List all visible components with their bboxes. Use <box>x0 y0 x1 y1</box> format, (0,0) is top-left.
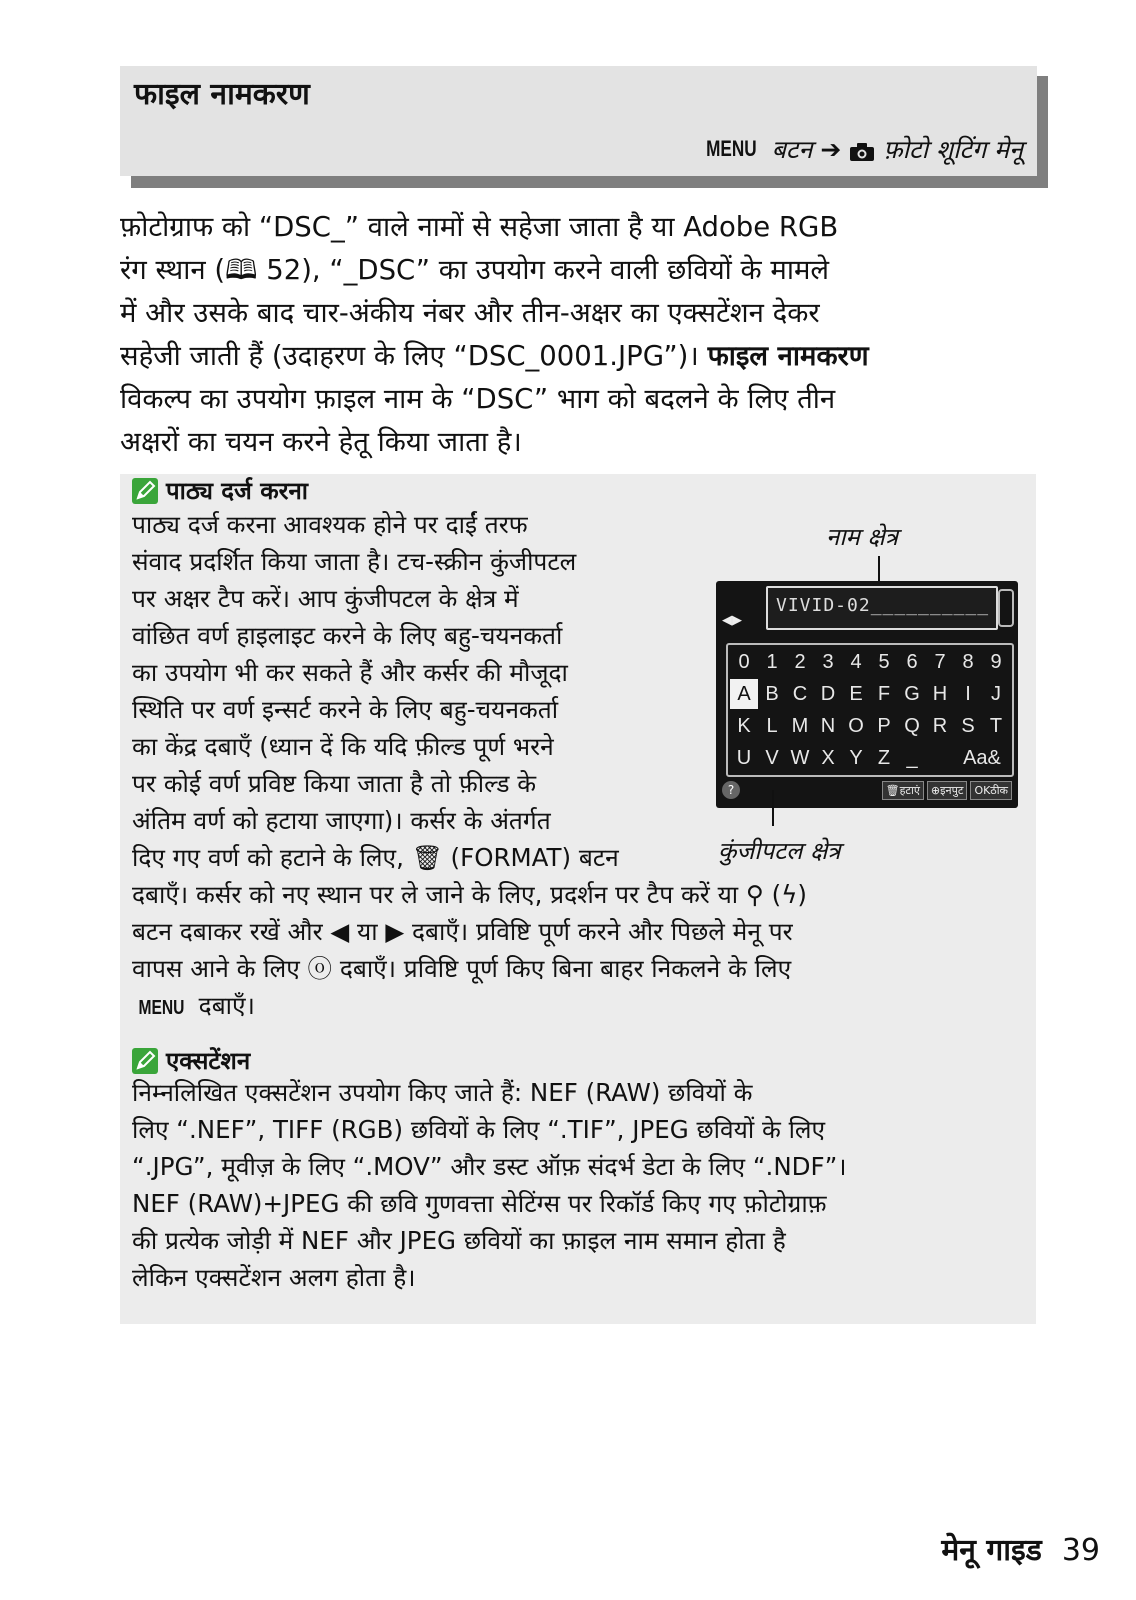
keyboard-row <box>730 743 1010 773</box>
note-line: वांछित वर्ण हाइलाइट करने के लिए बहु-चयनकर्ता <box>132 621 563 650</box>
key[interactable]: 3 <box>822 650 834 673</box>
key[interactable]: F <box>877 682 891 705</box>
keyboard-row <box>730 711 1010 741</box>
key[interactable]: 7 <box>934 650 946 673</box>
key[interactable]: L <box>766 714 778 737</box>
dialog-footer <box>716 777 1018 805</box>
note-line: का उपयोग भी कर सकते हैं और कर्सर की मौजूदा <box>132 658 568 687</box>
key[interactable]: P <box>877 714 891 737</box>
key[interactable]: O <box>848 714 864 737</box>
footer-section: मेनू गाइड <box>941 1533 1042 1568</box>
intro-line-text: सहेजी जाती हैं (उदाहरण के लिए “DSC_0001.JPG”)। <box>120 340 699 372</box>
key[interactable]: G <box>904 682 920 705</box>
note-line: की प्रत्येक जोड़ी में NEF और JPEG छवियों का फ़ाइल नाम समान होता है <box>132 1226 786 1255</box>
page-title: फाइल नामकरण <box>134 77 310 112</box>
arrow-icon: ➔ <box>820 134 842 164</box>
key[interactable]: 4 <box>850 650 862 673</box>
intro-line: रंग स्थान (🕮 52), “_DSC” का उपयोग करने वाली छवियों के मामले <box>120 254 830 286</box>
text-entry-dialog <box>716 581 1018 808</box>
note-line: स्थिति पर वर्ण इन्सर्ट करने के लिए बहु-चयनकर्ता <box>132 695 559 724</box>
note-line: दिए गए वर्ण को हटाने के लिए, 🗑 (FORMAT) बटन <box>132 843 619 872</box>
cursor-controls: ◀▶ <box>722 613 742 628</box>
key[interactable]: _ <box>906 746 918 769</box>
note-line: लेकिन एक्सटेंशन अलग होता है। <box>132 1263 416 1292</box>
intro-line: अक्षरों का चयन करने हेतू किया जाता है। <box>120 426 522 458</box>
key[interactable]: R <box>932 714 948 737</box>
intro-line: में और उसके बाद चार-अंकीय नंबर और तीन-अक्षर का एक्सटेंशन देकर <box>120 297 820 329</box>
page-number: 39 <box>1061 1533 1100 1568</box>
note-line: बटन दबाकर रखें और ◀ या ▶ दबाएँ। प्रविष्टि पूर्ण करने और पिछले मेनू पर <box>132 917 793 946</box>
key[interactable]: 0 <box>738 650 750 673</box>
note-title-label: एक्सटेंशन <box>166 1047 251 1075</box>
key[interactable]: T <box>989 714 1003 737</box>
key-case-toggle[interactable]: Aa& <box>963 746 1001 769</box>
key[interactable]: E <box>849 682 863 705</box>
ok-chip: OKठीक <box>970 781 1012 800</box>
keyboard-area <box>726 643 1014 777</box>
menu-keyword: MENU <box>705 136 757 161</box>
keyboard-row <box>730 647 1010 677</box>
key[interactable]: 2 <box>794 650 806 673</box>
menu-path <box>699 132 1023 166</box>
note-line: संवाद प्रदर्शित किया जाता है। टच-स्क्रीन कुंजीपटल <box>132 547 577 576</box>
pencil-icon <box>132 478 158 504</box>
scroll-indicator <box>998 589 1014 627</box>
note-line: पाठ्य दर्ज करना आवश्यक होने पर दाईं तरफ <box>132 510 528 539</box>
keyboard-row <box>730 679 1010 709</box>
key[interactable]: C <box>792 682 808 705</box>
name-field-value: VIVID-02__________ <box>776 595 990 616</box>
input-chip: ⊕इनपुट <box>927 781 968 800</box>
key[interactable]: U <box>736 746 752 769</box>
key[interactable]: M <box>791 714 809 737</box>
page-footer <box>941 1528 1100 1569</box>
note-line: का केंद्र दबाएँ (ध्यान दें कि यदि फ़ील्ड पूर्ण भरने <box>132 732 554 761</box>
note-line: NEF (RAW)+JPEG की छवि गुणवत्ता सेटिंग्स पर रिकॉर्ड किए गए फ़ोटोग्राफ़ <box>132 1189 827 1218</box>
callout-line-keyboard-area <box>772 790 774 826</box>
key-selected[interactable]: A <box>730 679 758 709</box>
key[interactable]: 1 <box>766 650 778 673</box>
key[interactable]: J <box>991 682 1001 705</box>
intro-line: फ़ोटोग्राफ को “DSC_” वाले नामों से सहेजा जाता है या Adobe RGB <box>120 211 839 243</box>
key[interactable]: Y <box>849 746 863 769</box>
key[interactable]: K <box>737 714 751 737</box>
caption-keyboard-area: कुंजीपटल क्षेत्र <box>718 837 841 865</box>
key[interactable]: Z <box>877 746 891 769</box>
intro-line <box>120 335 1040 378</box>
key[interactable]: 5 <box>878 650 890 673</box>
help-icon: ? <box>722 781 740 799</box>
note-line-text: दबाएँ। <box>190 991 255 1020</box>
intro-paragraph <box>120 206 1040 464</box>
note-line: लिए “.NEF”, TIFF (RGB) छवियों के लिए “.TIF”, JPEG छवियों के लिए <box>132 1115 826 1144</box>
intro-bold-term: फाइल नामकरण <box>707 340 869 372</box>
note-title-text-entry <box>132 474 308 507</box>
key[interactable]: H <box>932 682 948 705</box>
note-line: पर कोई वर्ण प्रविष्ट किया जाता है तो फ़ील्ड के <box>132 769 537 798</box>
caption-name-field: नाम क्षेत्र <box>826 523 898 551</box>
key[interactable]: B <box>765 682 779 705</box>
key[interactable]: I <box>965 682 971 705</box>
key[interactable]: 6 <box>906 650 918 673</box>
pencil-icon <box>132 1048 158 1074</box>
note-title-label: पाठ्य दर्ज करना <box>166 477 308 505</box>
note-line: दबाएँ। कर्सर को नए स्थान पर ले जाने के लिए, प्रदर्शन पर टैप करें या ⚲ (ϟ) <box>132 880 807 909</box>
path-button-label: बटन <box>771 135 813 164</box>
key[interactable]: W <box>790 746 810 769</box>
key[interactable]: N <box>820 714 836 737</box>
key[interactable]: Q <box>904 714 920 737</box>
key[interactable]: D <box>820 682 836 705</box>
note-line: पर अक्षर टैप करें। आप कुंजीपटल के क्षेत्र में <box>132 584 519 613</box>
key-spacer <box>926 743 954 773</box>
key[interactable]: V <box>765 746 779 769</box>
delete-chip: 🗑हटाएं <box>882 781 924 800</box>
note-title-extension <box>132 1044 250 1077</box>
note-line: “.JPG”, मूवीज़ के लिए “.MOV” और डस्ट ऑफ़ संदर्भ डेटा के लिए “.NDF”। <box>132 1152 847 1181</box>
menu-keyword: MENU <box>138 997 185 1019</box>
name-field[interactable] <box>766 586 998 630</box>
camera-icon <box>849 139 875 159</box>
note-line: अंतिम वर्ण को हटाया जाएगा)। कर्सर के अंतर्गत <box>132 806 551 835</box>
section-header <box>120 66 1037 176</box>
key[interactable]: X <box>821 746 835 769</box>
menu-name: फ़ोटो शूटिंग मेनू <box>883 135 1023 164</box>
key[interactable]: 8 <box>962 650 974 673</box>
key[interactable]: 9 <box>990 650 1002 673</box>
note-line: निम्नलिखित एक्सटेंशन उपयोग किए जाते हैं: NEF (RAW) छवियों के <box>132 1078 753 1107</box>
key[interactable]: S <box>961 714 975 737</box>
intro-line: विकल्प का उपयोग फ़ाइल नाम के “DSC” भाग को बदलने के लिए तीन <box>120 383 836 415</box>
note-line: वापस आने के लिए ⓞ दबाएँ। प्रविष्टि पूर्ण किए बिना बाहर निकलने के लिए <box>132 954 792 983</box>
footer-chips <box>882 781 1012 800</box>
note-line <box>132 987 255 1028</box>
